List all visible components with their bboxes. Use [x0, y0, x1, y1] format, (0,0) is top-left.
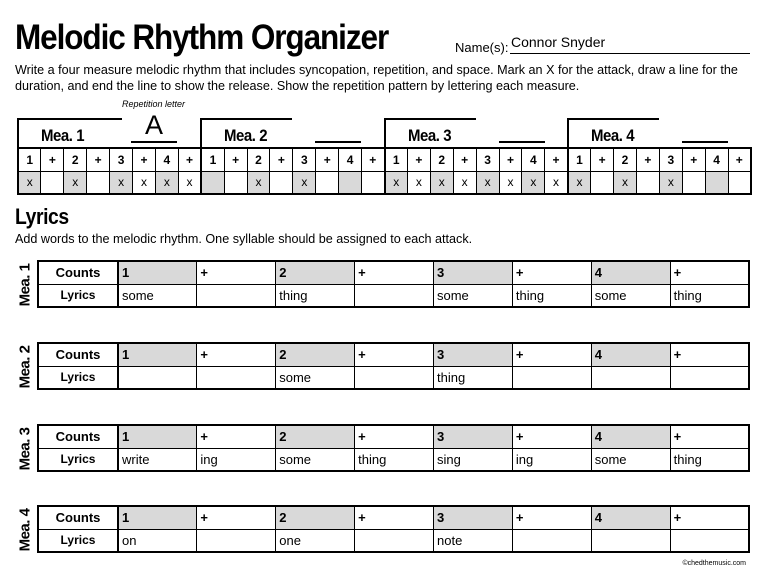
lyric-syllable-cell[interactable]: thing: [276, 284, 355, 307]
name-field[interactable]: Connor Snyder: [510, 34, 750, 54]
lyric-syllable-cell[interactable]: some: [591, 284, 670, 307]
lyrics-instruction: Add words to the melodic rhythm. One syllable should be assigned to each attack.: [15, 232, 473, 246]
lyric-count-cell: +: [670, 506, 749, 529]
rhythm-attack-cell[interactable]: [224, 171, 247, 194]
rhythm-count-cell: +: [41, 148, 64, 171]
lyric-count-cell: +: [512, 425, 591, 448]
lyrics-row-label: Lyrics: [38, 284, 118, 307]
rhythm-attack-cell[interactable]: x: [453, 171, 476, 194]
lyric-syllable-cell[interactable]: write: [118, 448, 197, 471]
measure-3-header: Mea. 3: [384, 118, 476, 147]
lyric-syllable-cell[interactable]: on: [118, 529, 197, 552]
lyric-count-cell: 2: [276, 261, 355, 284]
lyric-count-cell: +: [355, 506, 434, 529]
rhythm-count-cell: 4: [522, 148, 545, 171]
counts-row-label: Counts: [38, 425, 118, 448]
lyric-count-cell: 1: [118, 425, 197, 448]
rhythm-attack-cell[interactable]: x: [155, 171, 178, 194]
rhythm-attack-cell[interactable]: [87, 171, 110, 194]
rhythm-attack-cell[interactable]: x: [614, 171, 637, 194]
lyric-syllable-cell[interactable]: some: [276, 448, 355, 471]
rhythm-attack-cell[interactable]: [270, 171, 293, 194]
lyrics-row-label: Lyrics: [38, 366, 118, 389]
counts-row-label: Counts: [38, 506, 118, 529]
rhythm-count-cell: +: [591, 148, 614, 171]
rhythm-count-cell: 2: [430, 148, 453, 171]
rhythm-count-cell: +: [316, 148, 339, 171]
lyric-syllable-cell[interactable]: ing: [512, 448, 591, 471]
rhythm-attack-cell[interactable]: [41, 171, 64, 194]
lyric-syllable-cell[interactable]: thing: [434, 366, 513, 389]
rhythm-count-cell: +: [682, 148, 705, 171]
lyric-syllable-cell[interactable]: [512, 366, 591, 389]
rhythm-attack-cell[interactable]: x: [110, 171, 133, 194]
copyright-footer: ©chedthemusic.com: [682, 560, 746, 567]
lyric-count-cell: 1: [118, 261, 197, 284]
rhythm-count-cell: +: [178, 148, 201, 171]
lyric-count-cell: +: [197, 261, 276, 284]
rhythm-count-cell: +: [87, 148, 110, 171]
lyric-syllable-cell[interactable]: thing: [670, 284, 749, 307]
lyric-count-cell: +: [197, 506, 276, 529]
rhythm-count-cell: +: [636, 148, 659, 171]
rhythm-attack-cell[interactable]: [705, 171, 728, 194]
rhythm-attack-cell[interactable]: [316, 171, 339, 194]
lyric-syllable-cell[interactable]: one: [276, 529, 355, 552]
rhythm-attack-cell[interactable]: x: [133, 171, 156, 194]
instructions: Write a four measure melodic rhythm that includes syncopation, repetition, and space. Mark an X for the attack, draw a line for the duration, and end the line to show the release. Show the repetition pattern by lettering each measure.: [15, 63, 738, 93]
lyric-count-cell: +: [670, 343, 749, 366]
lyric-count-cell: 3: [434, 425, 513, 448]
lyric-syllable-cell[interactable]: [355, 366, 434, 389]
lyric-syllable-cell[interactable]: some: [591, 448, 670, 471]
lyric-syllable-cell[interactable]: [670, 529, 749, 552]
lyric-syllable-cell[interactable]: [197, 529, 276, 552]
lyric-syllable-cell[interactable]: some: [434, 284, 513, 307]
rhythm-attack-cell[interactable]: [339, 171, 362, 194]
rhythm-count-cell: 3: [293, 148, 316, 171]
lyric-count-cell: 3: [434, 343, 513, 366]
rhythm-count-cell: +: [499, 148, 522, 171]
rhythm-count-cell: +: [362, 148, 385, 171]
rhythm-attack-cell[interactable]: x: [64, 171, 87, 194]
lyric-block-label: Mea. 1: [16, 263, 34, 307]
rhythm-attack-cell[interactable]: x: [407, 171, 430, 194]
lyric-count-cell: +: [355, 343, 434, 366]
rhythm-count-cell: 4: [339, 148, 362, 171]
lyric-count-cell: +: [670, 261, 749, 284]
lyric-syllable-cell[interactable]: [197, 366, 276, 389]
lyric-count-cell: +: [197, 343, 276, 366]
lyric-table: [37, 342, 750, 390]
measure-2-header: Mea. 2: [200, 118, 292, 147]
lyric-count-cell: +: [512, 343, 591, 366]
lyric-table: [37, 260, 750, 308]
lyric-syllable-cell[interactable]: thing: [355, 448, 434, 471]
lyric-count-cell: +: [512, 506, 591, 529]
rhythm-attacks-row: [18, 171, 751, 194]
lyric-syllable-cell[interactable]: some: [118, 284, 197, 307]
lyric-syllable-cell[interactable]: [197, 284, 276, 307]
lyric-syllable-cell[interactable]: [355, 284, 434, 307]
rhythm-attack-cell[interactable]: x: [430, 171, 453, 194]
rhythm-attack-cell[interactable]: x: [293, 171, 316, 194]
lyric-count-cell: 4: [591, 506, 670, 529]
lyric-syllable-cell[interactable]: some: [276, 366, 355, 389]
rhythm-attack-cell[interactable]: [728, 171, 751, 194]
rhythm-count-cell: 2: [247, 148, 270, 171]
rhythm-count-cell: 1: [385, 148, 408, 171]
rhythm-count-cell: 4: [155, 148, 178, 171]
rhythm-count-cell: +: [453, 148, 476, 171]
rhythm-attack-cell[interactable]: [636, 171, 659, 194]
measure-1-header: Mea. 1: [17, 118, 122, 147]
lyric-count-cell: +: [512, 261, 591, 284]
lyric-block-measure-1: [15, 260, 750, 310]
lyric-syllable-cell[interactable]: thing: [512, 284, 591, 307]
lyric-table: [37, 424, 750, 472]
measure-1-letter[interactable]: A: [131, 110, 177, 143]
lyric-count-cell: +: [197, 425, 276, 448]
rhythm-attack-cell[interactable]: x: [659, 171, 682, 194]
lyric-syllable-cell[interactable]: note: [434, 529, 513, 552]
lyric-syllable-cell[interactable]: thing: [670, 448, 749, 471]
lyric-syllable-cell[interactable]: ing: [197, 448, 276, 471]
lyric-table: [37, 505, 750, 553]
lyric-count-cell: 2: [276, 343, 355, 366]
measure-3-letter[interactable]: [499, 110, 545, 143]
lyric-block-measure-2: [15, 342, 750, 392]
rhythm-count-cell: 4: [705, 148, 728, 171]
rhythm-count-cell: 3: [476, 148, 499, 171]
measure-4-header: Mea. 4: [567, 118, 659, 147]
rhythm-count-cell: +: [270, 148, 293, 171]
rhythm-attack-cell[interactable]: x: [568, 171, 591, 194]
counts-row-label: Counts: [38, 343, 118, 366]
rhythm-attack-cell[interactable]: x: [385, 171, 408, 194]
rhythm-count-cell: +: [133, 148, 156, 171]
lyric-block-measure-3: [15, 424, 750, 474]
lyric-block-label: Mea. 4: [16, 508, 34, 552]
name-label: Name(s):: [455, 40, 509, 55]
rhythm-count-cell: 1: [568, 148, 591, 171]
rhythm-attack-cell[interactable]: x: [178, 171, 201, 194]
lyric-count-cell: 3: [434, 261, 513, 284]
lyric-count-cell: 4: [591, 425, 670, 448]
lyric-count-cell: 4: [591, 343, 670, 366]
rhythm-attack-cell[interactable]: [682, 171, 705, 194]
lyrics-row-label: Lyrics: [38, 529, 118, 552]
lyric-syllable-cell[interactable]: sing: [434, 448, 513, 471]
rhythm-count-cell: +: [407, 148, 430, 171]
page-title: Melodic Rhythm Organizer: [15, 18, 389, 57]
lyrics-row-label: Lyrics: [38, 448, 118, 471]
lyric-count-cell: 3: [434, 506, 513, 529]
lyric-count-cell: 1: [118, 506, 197, 529]
rhythm-grid: [17, 147, 752, 195]
lyric-block-label: Mea. 2: [16, 345, 34, 389]
lyric-count-cell: 1: [118, 343, 197, 366]
measure-4-letter[interactable]: [682, 110, 728, 143]
lyric-syllable-cell[interactable]: [591, 366, 670, 389]
rhythm-attack-cell[interactable]: [591, 171, 614, 194]
lyric-count-cell: 2: [276, 506, 355, 529]
lyric-syllable-cell[interactable]: [512, 529, 591, 552]
rhythm-attack-cell[interactable]: x: [522, 171, 545, 194]
rhythm-count-cell: +: [545, 148, 568, 171]
lyric-syllable-cell[interactable]: [670, 366, 749, 389]
lyric-block-measure-4: [15, 505, 750, 555]
rhythm-count-cell: 3: [110, 148, 133, 171]
repetition-caption: Repetition letter: [122, 99, 186, 109]
rhythm-attack-cell[interactable]: x: [476, 171, 499, 194]
counts-row-label: Counts: [38, 261, 118, 284]
lyric-syllable-cell[interactable]: [591, 529, 670, 552]
rhythm-count-cell: 3: [659, 148, 682, 171]
rhythm-counts-row: [18, 148, 751, 171]
rhythm-attack-cell[interactable]: [201, 171, 224, 194]
rhythm-attack-cell[interactable]: [362, 171, 385, 194]
rhythm-count-cell: 2: [64, 148, 87, 171]
rhythm-attack-cell[interactable]: x: [499, 171, 522, 194]
rhythm-count-cell: 1: [18, 148, 41, 171]
rhythm-attack-cell[interactable]: x: [18, 171, 41, 194]
rhythm-count-cell: +: [728, 148, 751, 171]
rhythm-attack-cell[interactable]: x: [247, 171, 270, 194]
measure-2-letter[interactable]: [315, 110, 361, 143]
rhythm-count-cell: +: [224, 148, 247, 171]
lyric-count-cell: +: [355, 425, 434, 448]
lyric-count-cell: 4: [591, 261, 670, 284]
rhythm-count-cell: 1: [201, 148, 224, 171]
lyric-count-cell: +: [355, 261, 434, 284]
lyric-count-cell: +: [670, 425, 749, 448]
rhythm-attack-cell[interactable]: x: [545, 171, 568, 194]
lyric-block-label: Mea. 3: [16, 427, 34, 471]
lyric-syllable-cell[interactable]: [118, 366, 197, 389]
lyrics-heading: Lyrics: [15, 204, 69, 229]
lyric-count-cell: 2: [276, 425, 355, 448]
rhythm-count-cell: 2: [614, 148, 637, 171]
lyric-syllable-cell[interactable]: [355, 529, 434, 552]
